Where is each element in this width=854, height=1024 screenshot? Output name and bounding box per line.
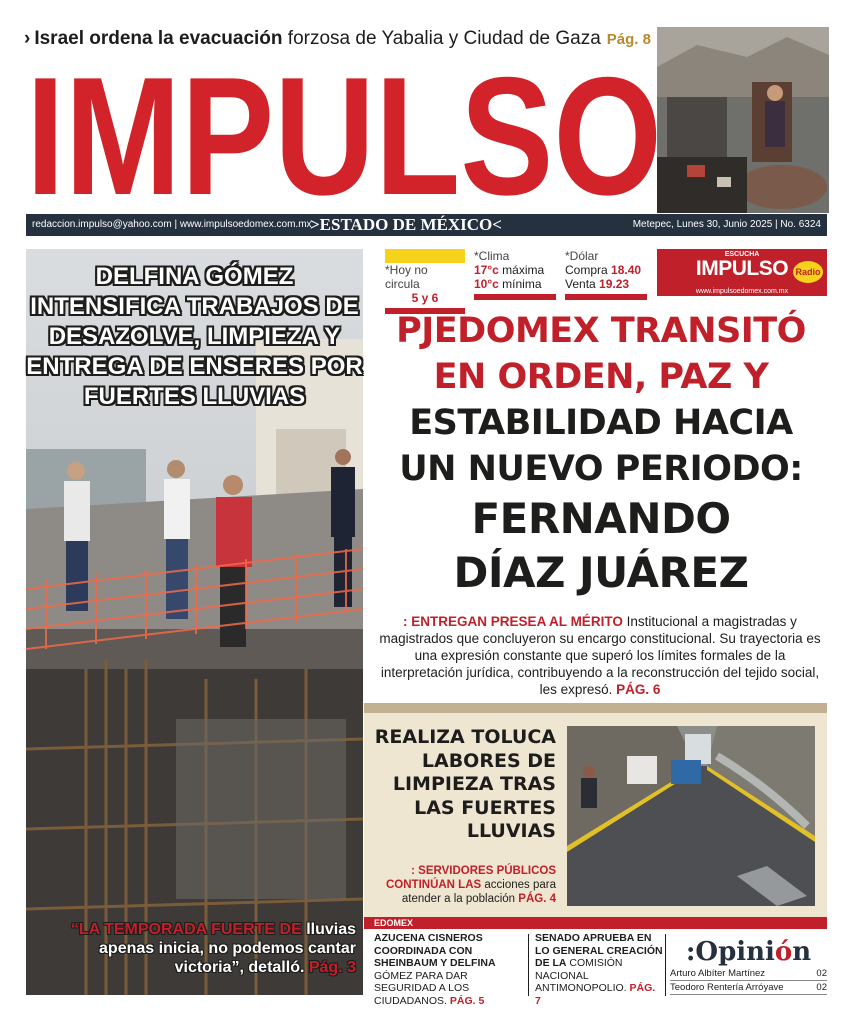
contact-info: redaccion.impulso@yahoo.com | www.impulsoedomex.com.mx <box>32 219 312 230</box>
left-quote[interactable] <box>36 920 356 977</box>
opinion-box[interactable] <box>670 937 827 995</box>
brief-bold: SENADO APRUEBA EN LO GENERAL CREACIÓN DE LA <box>535 932 663 969</box>
radio-name: IMPULSO <box>695 257 789 280</box>
gaza-photo <box>657 27 829 213</box>
teaser-text: forzosa de Yabalia y Ciudad de Gaza <box>287 28 601 49</box>
toluca-lead-text: acciones para atender a la población <box>401 879 556 905</box>
brief-page: PÁG. 7 <box>535 982 656 1007</box>
main-line-6: DÍAZ JUÁREZ <box>453 548 749 597</box>
masthead[interactable] <box>26 56 666 208</box>
opinion-row[interactable] <box>670 982 827 995</box>
opinion-author: Arturo Albíter Martínez <box>670 968 766 979</box>
opinion-page: 02 <box>816 982 827 993</box>
clima-box <box>474 249 556 300</box>
divider <box>565 294 647 300</box>
dolar-label: *Dólar <box>565 249 599 263</box>
opinion-page: 02 <box>816 968 827 979</box>
edition-date: Metepec, Lunes 30, Junio 2025 | No. 6324 <box>632 219 821 230</box>
quote-red: “LA TEMPORADA FUERTE DE <box>70 921 302 938</box>
opinion-title <box>670 937 827 967</box>
toluca-headline[interactable]: REALIZA TOLUCA LABORES DE LIMPIEZA TRAS LAS FUERTES LLUVIAS <box>374 726 556 842</box>
venta-label: Venta <box>565 277 596 291</box>
opinion-author: Teodoro Rentería Arróyave <box>670 982 784 993</box>
clima-min-label: mínima <box>502 277 542 291</box>
divider <box>474 294 556 300</box>
clima-min-value: 10°c <box>474 277 499 291</box>
brief-senado[interactable] <box>535 932 663 1007</box>
main-lead-text: Institucional a magistradas y magistrados que concluyeron su encargo constitucional. Su trayectoria es una expresión constante que superó los límites formales de la interpretación jurídica, contribuyendo a la reconstrucción del tejido social, les expresó. <box>379 614 821 697</box>
venta-value: 19.23 <box>599 277 630 291</box>
dolar-box <box>565 249 647 300</box>
toluca-lead[interactable] <box>374 864 556 906</box>
masthead-logo <box>26 56 666 208</box>
main-headline[interactable] <box>372 308 830 600</box>
teaser-bold: Israel ordena la evacuación <box>34 28 283 49</box>
main-lead-red: : ENTREGAN PRESEA AL MÉRITO <box>403 614 623 629</box>
radio-escucha: ESCUCHA <box>724 251 760 258</box>
brief-azucena[interactable] <box>374 932 524 1007</box>
compra-label: Compra <box>565 263 608 277</box>
teaser-page: Pág. 8 <box>606 31 651 48</box>
impulso-radio-banner[interactable] <box>657 249 827 296</box>
opinion-suffix: n <box>792 937 812 967</box>
opinion-prefix: :Opini <box>685 937 775 967</box>
left-headline[interactable]: DELFINA GÓMEZ INTENSIFICA TRABAJOS DE DESAZOLVE, LIMPIEZA Y ENTREGA DE ENSERES POR FUERTES LLUVIAS <box>26 263 363 410</box>
main-line-4: UN NUEVO PERIODO: <box>399 449 803 489</box>
clima-label: *Clima <box>474 249 510 263</box>
radio-url: www.impulsoedomex.com.mx <box>695 288 789 295</box>
brief-text: COMISIÓN NACIONAL ANTIMONOPOLIO. <box>535 957 627 994</box>
toluca-photo-art <box>567 726 815 906</box>
section-estado: >ESTADO DE MÉXICO< <box>310 215 502 234</box>
yellow-bar <box>385 249 465 263</box>
hoy-label: *Hoy no circula <box>385 263 428 291</box>
opinion-row[interactable] <box>670 968 827 981</box>
divider <box>528 934 529 996</box>
info-bar <box>26 214 827 236</box>
quote-page: Pág. 3 <box>308 959 356 976</box>
clima-max-label: máxima <box>502 263 545 277</box>
toluca-lead-red: : SERVIDORES PÚBLICOS CONTINÚAN LAS <box>385 865 556 891</box>
top-teaser[interactable] <box>24 26 651 52</box>
clima-max-value: 17°c <box>474 263 499 277</box>
main-lead[interactable] <box>376 613 824 698</box>
toluca-photo <box>567 726 815 906</box>
main-line-1: PJEDOMEX TRANSITÓ <box>396 311 806 351</box>
brief-text: GÓMEZ PARA DAR SEGURIDAD A LOS CIUDADANOS. <box>374 969 470 1007</box>
brief-bold: AZUCENA CISNEROS COORDINADA CON SHEINBAUM Y DELFINA <box>374 932 496 969</box>
toluca-page: PÁG. 4 <box>518 893 556 905</box>
hoy-value: 5 y 6 <box>411 291 439 305</box>
brief-page: PÁG. 5 <box>449 994 485 1007</box>
quote-text: lluvias apenas inicia, no podemos cantar victoria”, detalló. <box>99 921 356 976</box>
main-line-5: FERNANDO <box>471 494 731 543</box>
radio-badge: Radio <box>793 261 823 283</box>
edomex-bar: EDOMEX <box>364 917 827 929</box>
main-line-2: EN ORDEN, PAZ Y <box>433 357 769 397</box>
masthead-title: IMPULSO <box>26 56 662 208</box>
main-lead-page: PÁG. 6 <box>616 682 661 697</box>
main-line-3: ESTABILIDAD HACIA <box>409 403 793 443</box>
hoy-no-circula <box>385 249 465 314</box>
gaza-photo-art <box>657 27 829 213</box>
compra-value: 18.40 <box>611 263 642 277</box>
opinion-accent: ó <box>774 937 793 967</box>
chevron-right-icon: › <box>24 28 31 49</box>
divider <box>665 934 666 996</box>
